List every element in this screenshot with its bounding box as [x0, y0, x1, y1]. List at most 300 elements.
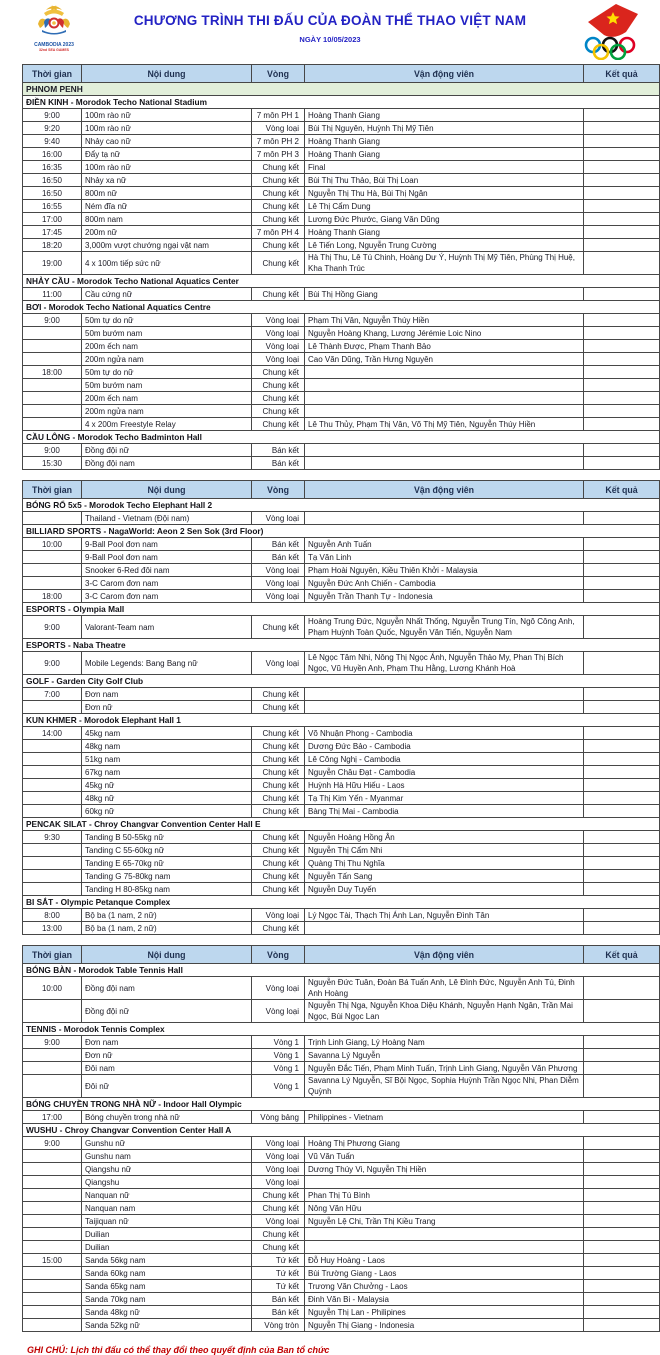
result-cell	[584, 577, 660, 590]
column-header: Nội dung	[82, 481, 252, 499]
athletes-cell: Nguyễn Tấn Sang	[305, 870, 584, 883]
round-cell: Vòng loại	[252, 340, 305, 353]
sea-games-logo-graphic	[32, 4, 76, 38]
time-cell	[23, 1267, 82, 1280]
column-header: Nội dung	[82, 946, 252, 964]
round-cell: Bán kết	[252, 1306, 305, 1319]
round-cell: Chung kết	[252, 252, 305, 275]
time-cell: 17:45	[23, 226, 82, 239]
time-cell: 9:30	[23, 831, 82, 844]
athletes-cell: Nguyễn Anh Tuấn	[305, 538, 584, 551]
result-cell	[584, 327, 660, 340]
time-cell	[23, 1215, 82, 1228]
schedule-row	[23, 538, 660, 551]
athletes-cell: Nguyễn Trần Thanh Tự - Indonesia	[305, 590, 584, 603]
result-cell	[584, 779, 660, 792]
city-banner: PHNOM PENH	[23, 83, 660, 96]
time-cell	[23, 779, 82, 792]
result-cell	[584, 187, 660, 200]
schedule-row	[23, 392, 660, 405]
result-cell	[584, 1267, 660, 1280]
result-cell	[584, 1189, 660, 1202]
event-cell: 200m ếch nam	[82, 340, 252, 353]
event-cell: Taijiquan nữ	[82, 1215, 252, 1228]
event-cell: Bóng chuyền trong nhà nữ	[82, 1111, 252, 1124]
schedule-row	[23, 1306, 660, 1319]
schedule-row	[23, 1189, 660, 1202]
time-cell	[23, 1049, 82, 1062]
result-cell	[584, 857, 660, 870]
column-header: Vòng	[252, 481, 305, 499]
page-date: NGÀY 10/05/2023	[299, 35, 361, 44]
round-cell: 7 môn PH 4	[252, 226, 305, 239]
schedule-row	[23, 688, 660, 701]
result-cell	[584, 1137, 660, 1150]
athletes-cell: Lê Thị Cẩm Dung	[305, 200, 584, 213]
round-cell: Chung kết	[252, 239, 305, 252]
event-cell: 200m nữ	[82, 226, 252, 239]
athletes-cell: Phạm Hoài Nguyên, Kiều Thiên Khởi - Malaysia	[305, 564, 584, 577]
round-cell: Vòng loại	[252, 353, 305, 366]
section-header-row	[23, 964, 660, 977]
event-cell: Tanding H 80-85kg nam	[82, 883, 252, 896]
event-cell: 45kg nữ	[82, 779, 252, 792]
section-header: BI SẮT - Olympic Petanque Complex	[23, 896, 660, 909]
time-cell: 18:00	[23, 366, 82, 379]
round-cell: Chung kết	[252, 883, 305, 896]
event-cell: Nanquan nữ	[82, 1189, 252, 1202]
schedule-row	[23, 161, 660, 174]
event-cell: Đơn nam	[82, 688, 252, 701]
time-cell	[23, 1228, 82, 1241]
round-cell: Vòng loại	[252, 909, 305, 922]
round-cell: 7 môn PH 2	[252, 135, 305, 148]
event-cell: Đồng đội nam	[82, 457, 252, 470]
time-cell	[23, 766, 82, 779]
section-header-row	[23, 96, 660, 109]
schedule-row	[23, 457, 660, 470]
result-cell	[584, 1241, 660, 1254]
round-cell: Chung kết	[252, 831, 305, 844]
event-cell: Sanda 60kg nam	[82, 1267, 252, 1280]
time-cell: 15:30	[23, 457, 82, 470]
time-cell	[23, 327, 82, 340]
section-header-row	[23, 639, 660, 652]
schedule-row	[23, 1163, 660, 1176]
event-cell: Gunshu nữ	[82, 1137, 252, 1150]
schedule-row	[23, 805, 660, 818]
round-cell: Chung kết	[252, 701, 305, 714]
schedule-row	[23, 1176, 660, 1189]
event-cell: Sanda 56kg nam	[82, 1254, 252, 1267]
result-cell	[584, 1254, 660, 1267]
athletes-cell: Quàng Thị Thu Nghĩa	[305, 857, 584, 870]
round-cell: Chung kết	[252, 418, 305, 431]
event-cell: Bộ ba (1 nam, 2 nữ)	[82, 922, 252, 935]
section-header: ESPORTS - Naba Theatre	[23, 639, 660, 652]
column-header-row	[23, 65, 660, 83]
time-cell: 17:00	[23, 1111, 82, 1124]
event-cell: Tanding C 55-60kg nữ	[82, 844, 252, 857]
athletes-cell: Hoàng Thị Phương Giang	[305, 1137, 584, 1150]
result-cell	[584, 314, 660, 327]
event-cell: 100m rào nữ	[82, 122, 252, 135]
round-cell: Chung kết	[252, 844, 305, 857]
result-cell	[584, 701, 660, 714]
round-cell: Chung kết	[252, 366, 305, 379]
event-cell: 3-C Carom đơn nam	[82, 577, 252, 590]
schedule-row	[23, 740, 660, 753]
result-cell	[584, 1176, 660, 1189]
column-header: Thời gian	[23, 946, 82, 964]
time-cell	[23, 379, 82, 392]
schedule-row	[23, 109, 660, 122]
section-header-row	[23, 1023, 660, 1036]
section-header-row	[23, 818, 660, 831]
schedule-row	[23, 779, 660, 792]
result-cell	[584, 870, 660, 883]
time-cell: 11:00	[23, 288, 82, 301]
time-cell	[23, 870, 82, 883]
round-cell: Chung kết	[252, 688, 305, 701]
result-cell	[584, 792, 660, 805]
schedule-row	[23, 187, 660, 200]
schedule-table-2-wrap	[0, 480, 660, 935]
round-cell: Tứ kết	[252, 1280, 305, 1293]
athletes-cell: Bùi Thị Hồng Giang	[305, 288, 584, 301]
event-cell: 51kg nam	[82, 753, 252, 766]
athletes-cell: Hoàng Thanh Giang	[305, 226, 584, 239]
schedule-row	[23, 727, 660, 740]
result-cell	[584, 366, 660, 379]
athletes-cell: Võ Nhuận Phong - Cambodia	[305, 727, 584, 740]
time-cell	[23, 1293, 82, 1306]
round-cell: Vòng loại	[252, 314, 305, 327]
round-cell: Chung kết	[252, 288, 305, 301]
time-cell	[23, 418, 82, 431]
athletes-cell	[305, 392, 584, 405]
event-cell: Đẩy tạ nữ	[82, 148, 252, 161]
event-cell: 200m ngửa nam	[82, 405, 252, 418]
round-cell: Vòng tròn	[252, 1319, 305, 1332]
round-cell: Vòng loại	[252, 122, 305, 135]
event-cell: Sanda 48kg nữ	[82, 1306, 252, 1319]
time-cell: 10:00	[23, 977, 82, 1000]
time-cell	[23, 1202, 82, 1215]
time-cell	[23, 1319, 82, 1332]
round-cell: 7 môn PH 1	[252, 109, 305, 122]
event-cell: 50m tự do nữ	[82, 314, 252, 327]
athletes-cell	[305, 1228, 584, 1241]
time-cell: 13:00	[23, 922, 82, 935]
round-cell: Vòng loại	[252, 1137, 305, 1150]
section-header: BILLIARD SPORTS - NagaWorld: Aeon 2 Sen Sok (3rd Floor)	[23, 525, 660, 538]
time-cell	[23, 1075, 82, 1098]
schedule-row	[23, 135, 660, 148]
round-cell: Chung kết	[252, 174, 305, 187]
column-header: Vận động viên	[305, 946, 584, 964]
section-header-row	[23, 431, 660, 444]
time-cell: 19:00	[23, 252, 82, 275]
round-cell: Chung kết	[252, 213, 305, 226]
time-cell	[23, 512, 82, 525]
round-cell: Chung kết	[252, 1189, 305, 1202]
result-cell	[584, 844, 660, 857]
section-header: TENNIS - Morodok Tennis Complex	[23, 1023, 660, 1036]
round-cell: Vòng loại	[252, 1000, 305, 1023]
schedule-row	[23, 844, 660, 857]
time-cell	[23, 805, 82, 818]
athletes-cell: Nguyễn Hoàng Hồng Ân	[305, 831, 584, 844]
time-cell: 16:50	[23, 174, 82, 187]
schedule-row	[23, 512, 660, 525]
result-cell	[584, 252, 660, 275]
result-cell	[584, 512, 660, 525]
result-cell	[584, 135, 660, 148]
event-cell: 100m rào nữ	[82, 109, 252, 122]
round-cell: Chung kết	[252, 200, 305, 213]
event-cell: Đôi nam	[82, 1062, 252, 1075]
round-cell: Vòng loại	[252, 327, 305, 340]
athletes-cell: Final	[305, 161, 584, 174]
schedule-row	[23, 766, 660, 779]
result-cell	[584, 122, 660, 135]
athletes-cell: Nguyễn Thị Nga, Nguyễn Khoa Diệu Khánh, Nguyễn Hạnh Ngân, Trần Mai Ngọc, Bùi Ngọc Lan	[305, 1000, 584, 1023]
schedule-table-3-wrap	[0, 945, 660, 1332]
schedule-row	[23, 1000, 660, 1023]
footer-note: GHI CHÚ: Lịch thi đấu có thể thay đổi theo quyết định của Ban tổ chức	[27, 1345, 330, 1355]
result-cell	[584, 392, 660, 405]
section-header: GOLF - Garden City Golf Club	[23, 675, 660, 688]
schedule-row	[23, 1202, 660, 1215]
round-cell: Tứ kết	[252, 1267, 305, 1280]
time-cell: 9:40	[23, 135, 82, 148]
round-cell: Chung kết	[252, 187, 305, 200]
round-cell: Vòng 1	[252, 1075, 305, 1098]
event-cell: 48kg nữ	[82, 792, 252, 805]
schedule-row	[23, 922, 660, 935]
result-cell	[584, 753, 660, 766]
result-cell	[584, 1163, 660, 1176]
schedule-row	[23, 590, 660, 603]
event-cell: Cầu cứng nữ	[82, 288, 252, 301]
result-cell	[584, 727, 660, 740]
event-cell: Qiangshu	[82, 1176, 252, 1189]
schedule-row	[23, 753, 660, 766]
column-header: Vận động viên	[305, 65, 584, 83]
time-cell	[23, 792, 82, 805]
time-cell	[23, 1189, 82, 1202]
result-cell	[584, 1280, 660, 1293]
round-cell: Chung kết	[252, 616, 305, 639]
event-cell: Đồng đội nam	[82, 977, 252, 1000]
athletes-cell	[305, 444, 584, 457]
round-cell: Chung kết	[252, 779, 305, 792]
athletes-cell: Đỗ Huy Hoàng - Laos	[305, 1254, 584, 1267]
time-cell	[23, 577, 82, 590]
schedule-row	[23, 977, 660, 1000]
result-cell	[584, 831, 660, 844]
time-cell	[23, 1306, 82, 1319]
time-cell	[23, 353, 82, 366]
round-cell: Chung kết	[252, 1202, 305, 1215]
time-cell: 9:00	[23, 652, 82, 675]
result-cell	[584, 1215, 660, 1228]
logo-text-cambodia: CAMBODIA 2023	[34, 42, 74, 48]
athletes-cell: Nguyễn Hoàng Khang, Lương Jérémie Loic Nino	[305, 327, 584, 340]
athletes-cell: Nguyễn Đức Anh Chiến - Cambodia	[305, 577, 584, 590]
athletes-cell: Nguyễn Thị Giang - Indonesia	[305, 1319, 584, 1332]
section-header: KUN KHMER - Morodok Elephant Hall 1	[23, 714, 660, 727]
event-cell: Gunshu nam	[82, 1150, 252, 1163]
section-header-row	[23, 525, 660, 538]
time-cell	[23, 340, 82, 353]
athletes-cell: Nguyễn Đắc Tiến, Phạm Minh Tuấn, Trịnh Linh Giang, Nguyễn Văn Phương	[305, 1062, 584, 1075]
schedule-row	[23, 831, 660, 844]
athletes-cell: Nông Văn Hữu	[305, 1202, 584, 1215]
schedule-row	[23, 418, 660, 431]
result-cell	[584, 1062, 660, 1075]
time-cell	[23, 1280, 82, 1293]
athletes-cell	[305, 688, 584, 701]
result-cell	[584, 564, 660, 577]
event-cell: 800m nam	[82, 213, 252, 226]
schedule-row	[23, 1150, 660, 1163]
result-cell	[584, 1000, 660, 1023]
result-cell	[584, 909, 660, 922]
event-cell: Đơn nữ	[82, 1049, 252, 1062]
result-cell	[584, 288, 660, 301]
athletes-cell	[305, 1176, 584, 1189]
schedule-row	[23, 379, 660, 392]
time-cell	[23, 1000, 82, 1023]
athletes-cell	[305, 701, 584, 714]
vietnam-flag-olympic-rings-icon	[580, 2, 642, 60]
round-cell: Chung kết	[252, 1241, 305, 1254]
event-cell: 48kg nam	[82, 740, 252, 753]
schedule-row	[23, 148, 660, 161]
time-cell: 18:20	[23, 239, 82, 252]
result-cell	[584, 161, 660, 174]
time-cell: 17:00	[23, 213, 82, 226]
time-cell: 16:00	[23, 148, 82, 161]
time-cell	[23, 1062, 82, 1075]
column-header: Kết quả	[584, 481, 660, 499]
round-cell: Chung kết	[252, 870, 305, 883]
athletes-cell: Lý Ngọc Tài, Thạch Thị Ánh Lan, Nguyễn Đình Tân	[305, 909, 584, 922]
time-cell: 9:00	[23, 1137, 82, 1150]
event-cell: Đơn nam	[82, 1036, 252, 1049]
column-header: Thời gian	[23, 481, 82, 499]
time-cell	[23, 392, 82, 405]
page-title: CHƯƠNG TRÌNH THI ĐẤU CỦA ĐOÀN THỂ THAO VIỆT NAM	[133, 13, 527, 28]
athletes-cell: Savanna Lý Nguyễn	[305, 1049, 584, 1062]
result-cell	[584, 405, 660, 418]
section-header: BÓNG BÀN - Morodok Table Tennis Hall	[23, 964, 660, 977]
event-cell: 4 x 200m Freestyle Relay	[82, 418, 252, 431]
event-cell: Qiangshu nữ	[82, 1163, 252, 1176]
event-cell: Nhảy xa nữ	[82, 174, 252, 187]
schedule-row	[23, 1280, 660, 1293]
schedule-row	[23, 577, 660, 590]
column-header: Kết quả	[584, 946, 660, 964]
event-cell: Mobile Legends: Bang Bang nữ	[82, 652, 252, 675]
athletes-cell: Lê Thu Thủy, Phạm Thị Vân, Võ Thị Mỹ Tiên, Nguyễn Thúy Hiền	[305, 418, 584, 431]
athletes-cell: Nguyễn Duy Tuyến	[305, 883, 584, 896]
schedule-row	[23, 1293, 660, 1306]
event-cell: Thailand - Vietnam (Đội nam)	[82, 512, 252, 525]
column-header: Thời gian	[23, 65, 82, 83]
athletes-cell: Tạ Thị Kim Yến - Myanmar	[305, 792, 584, 805]
event-cell: 67kg nam	[82, 766, 252, 779]
result-cell	[584, 1036, 660, 1049]
athletes-cell: Cao Văn Dũng, Trần Hưng Nguyên	[305, 353, 584, 366]
event-cell: 9-Ball Pool đơn nam	[82, 551, 252, 564]
athletes-cell: Nguyễn Lệ Chi, Trần Thị Kiều Trang	[305, 1215, 584, 1228]
athletes-cell: Dương Đức Bảo - Cambodia	[305, 740, 584, 753]
event-cell: 200m ngửa nam	[82, 353, 252, 366]
result-cell	[584, 444, 660, 457]
result-cell	[584, 109, 660, 122]
schedule-row	[23, 226, 660, 239]
result-cell	[584, 740, 660, 753]
logo-text-seagames: 32nd SEA GAMES	[38, 48, 69, 52]
event-cell: 60kg nữ	[82, 805, 252, 818]
event-cell: 45kg nam	[82, 727, 252, 740]
round-cell: Chung kết	[252, 922, 305, 935]
result-cell	[584, 1228, 660, 1241]
athletes-cell: Bùi Thị Thu Thảo, Bùi Thị Loan	[305, 174, 584, 187]
round-cell: Vòng loại	[252, 1163, 305, 1176]
round-cell: Vòng loại	[252, 564, 305, 577]
event-cell: Ném đĩa nữ	[82, 200, 252, 213]
athletes-cell: Phan Thị Tú Bình	[305, 1189, 584, 1202]
athletes-cell: Tạ Văn Linh	[305, 551, 584, 564]
result-cell	[584, 239, 660, 252]
event-cell: 50m tự do nữ	[82, 366, 252, 379]
schedule-row	[23, 200, 660, 213]
section-header: CẦU LÔNG - Morodok Techo Badminton Hall	[23, 431, 660, 444]
athletes-cell: Lương Đức Phước, Giang Văn Dũng	[305, 213, 584, 226]
round-cell: Bán kết	[252, 457, 305, 470]
round-cell: Chung kết	[252, 405, 305, 418]
time-cell	[23, 1241, 82, 1254]
section-header: ESPORTS - Olympia Mall	[23, 603, 660, 616]
time-cell: 10:00	[23, 538, 82, 551]
result-cell	[584, 174, 660, 187]
athletes-cell: Philippines - Vietnam	[305, 1111, 584, 1124]
schedule-row	[23, 1111, 660, 1124]
round-cell: Chung kết	[252, 740, 305, 753]
result-cell	[584, 551, 660, 564]
event-cell: 100m rào nữ	[82, 161, 252, 174]
result-cell	[584, 922, 660, 935]
time-cell: 9:00	[23, 444, 82, 457]
result-cell	[584, 688, 660, 701]
schedule-row	[23, 857, 660, 870]
time-cell	[23, 1150, 82, 1163]
schedule-row	[23, 213, 660, 226]
athletes-cell	[305, 922, 584, 935]
result-cell	[584, 1293, 660, 1306]
time-cell	[23, 857, 82, 870]
event-cell: 3-C Carom đơn nam	[82, 590, 252, 603]
schedule-table-1	[22, 64, 660, 470]
schedule-row	[23, 792, 660, 805]
schedule-table-2	[22, 480, 660, 935]
section-header-row	[23, 301, 660, 314]
section-header: BÓNG RỔ 5x5 - Morodok Techo Elephant Hall 2	[23, 499, 660, 512]
